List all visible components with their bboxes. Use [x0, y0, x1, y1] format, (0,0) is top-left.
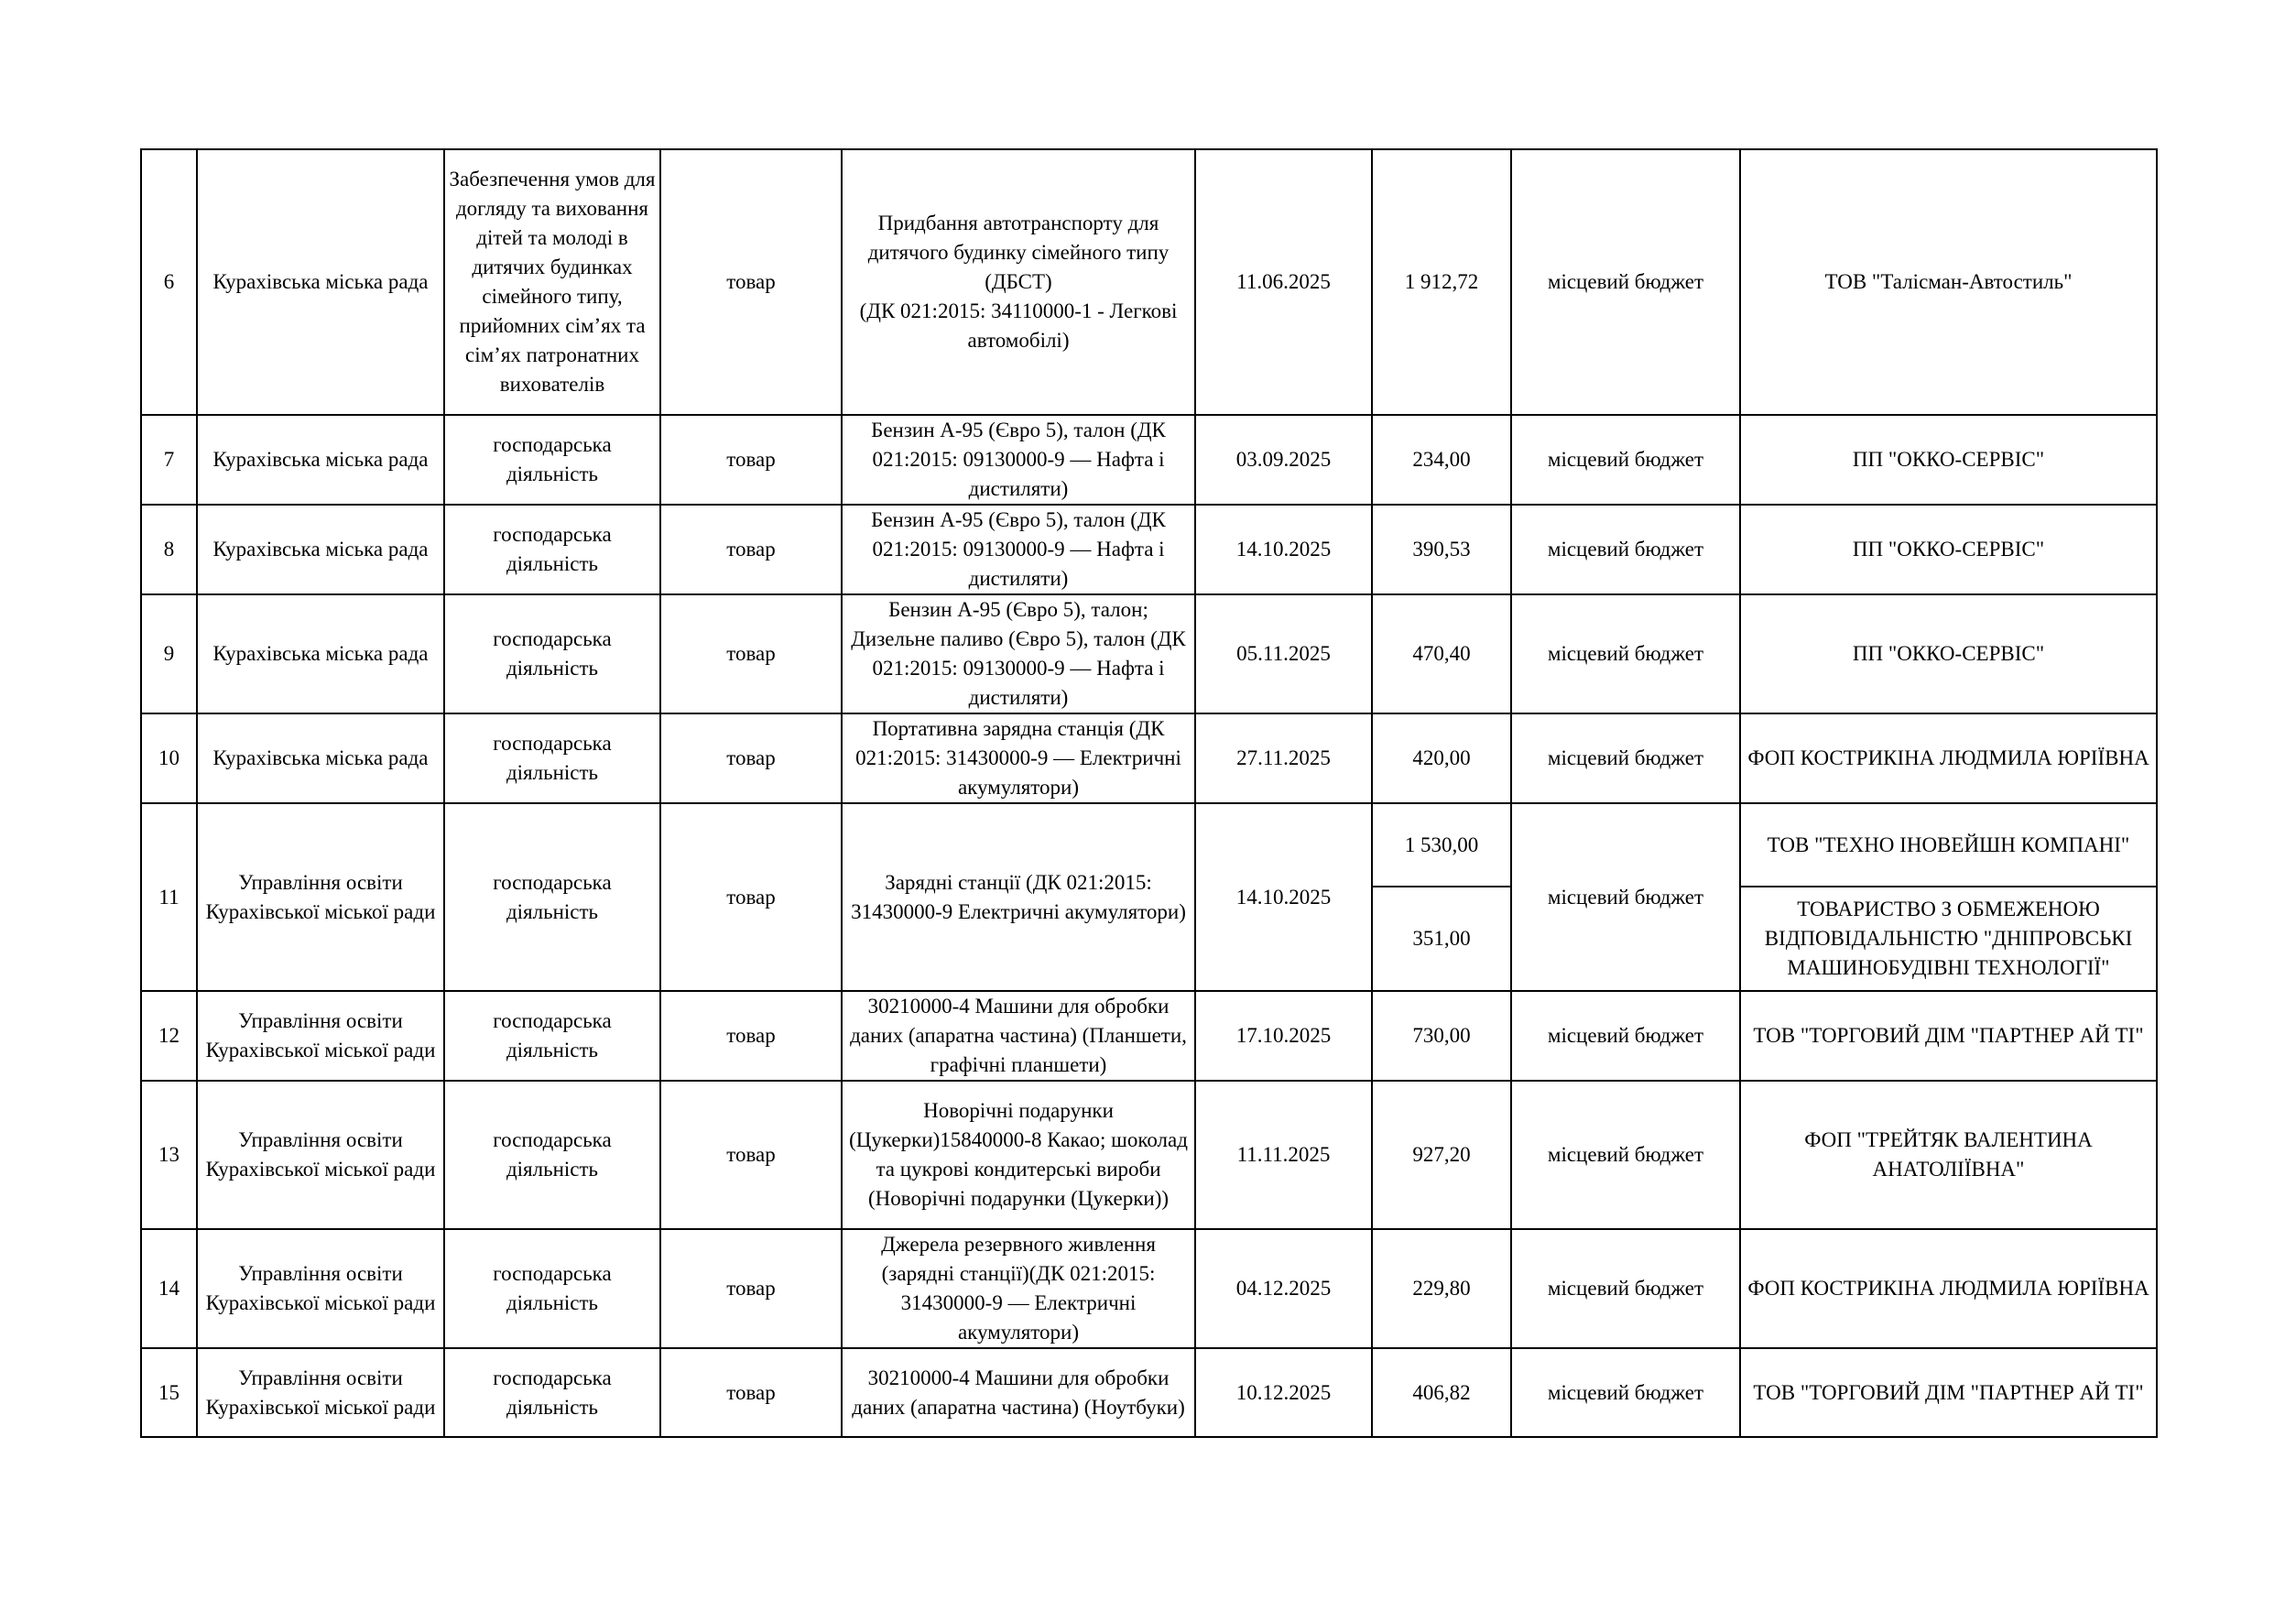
amount-cell: 420,00 [1372, 713, 1511, 803]
table-row [141, 991, 2157, 1081]
supplier-cell: ФОП КОСТРИКІНА ЛЮДМИЛА ЮРІЇВНА [1740, 713, 2157, 803]
funding-source-cell: місцевий бюджет [1511, 149, 1740, 415]
customer-cell: Курахівська міська рада [197, 594, 444, 713]
supplier-cell: ТОВ "Талісман-Автостиль" [1740, 149, 2157, 415]
row-number: 11 [141, 803, 197, 991]
date-cell: 11.06.2025 [1195, 149, 1372, 415]
amount-cell: 406,82 [1372, 1348, 1511, 1437]
program-cell: господарська діяльність [444, 1348, 660, 1437]
funding-source-cell: місцевий бюджет [1511, 1081, 1740, 1229]
program-cell: господарська діяльність [444, 1081, 660, 1229]
procurement-type-cell: товар [660, 594, 842, 713]
row-number: 7 [141, 415, 197, 505]
procurement-type-cell: товар [660, 505, 842, 594]
date-cell: 05.11.2025 [1195, 594, 1372, 713]
subject-cell [842, 149, 1195, 415]
table-row [141, 415, 2157, 505]
amount-cell-2: 351,00 [1372, 887, 1511, 991]
program-cell: господарська діяльність [444, 594, 660, 713]
row-number: 15 [141, 1348, 197, 1437]
funding-source-cell: місцевий бюджет [1511, 594, 1740, 713]
subject-line-2: (ДК 021:2015: 34110000-1 - Легкові автомобілі) [859, 299, 1178, 352]
table-row [141, 505, 2157, 594]
date-cell: 03.09.2025 [1195, 415, 1372, 505]
procurement-type-cell: товар [660, 803, 842, 991]
subject-cell: Зарядні станції (ДК 021:2015: 31430000-9 Електричні акумулятори) [842, 803, 1195, 991]
customer-cell: Управління освіти Курахівської міської ради [197, 803, 444, 991]
table-row [141, 1348, 2157, 1437]
program-cell: господарська діяльність [444, 1229, 660, 1348]
program-cell: господарська діяльність [444, 713, 660, 803]
row-number: 14 [141, 1229, 197, 1348]
amount-cell: 927,20 [1372, 1081, 1511, 1229]
row-number: 9 [141, 594, 197, 713]
procurement-type-cell: товар [660, 713, 842, 803]
amount-cell: 229,80 [1372, 1229, 1511, 1348]
amount-cell: 470,40 [1372, 594, 1511, 713]
funding-source-cell: місцевий бюджет [1511, 991, 1740, 1081]
customer-cell: Курахівська міська рада [197, 505, 444, 594]
date-cell: 14.10.2025 [1195, 803, 1372, 991]
supplier-cell: ТОВ "ТЕХНО ІНОВЕЙШН КОМПАНІ" [1740, 803, 2157, 887]
subject-cell: Бензин А-95 (Євро 5), талон (ДК 021:2015: 09130000-9 — Нафта і дистиляти) [842, 415, 1195, 505]
subject-cell: Портативна зарядна станція (ДК 021:2015: 31430000-9 — Електричні акумулятори) [842, 713, 1195, 803]
procurement-type-cell: товар [660, 1081, 842, 1229]
supplier-cell: ПП "ОККО-СЕРВІС" [1740, 415, 2157, 505]
funding-source-cell: місцевий бюджет [1511, 803, 1740, 991]
supplier-cell: ФОП "ТРЕЙТЯК ВАЛЕНТИНА АНАТОЛІЇВНА" [1740, 1081, 2157, 1229]
table-row [141, 1229, 2157, 1348]
date-cell: 14.10.2025 [1195, 505, 1372, 594]
date-cell: 11.11.2025 [1195, 1081, 1372, 1229]
row-number: 8 [141, 505, 197, 594]
procurement-type-cell: товар [660, 991, 842, 1081]
supplier-cell: ПП "ОККО-СЕРВІС" [1740, 505, 2157, 594]
supplier-cell: ФОП КОСТРИКІНА ЛЮДМИЛА ЮРІЇВНА [1740, 1229, 2157, 1348]
customer-cell: Управління освіти Курахівської міської ради [197, 1229, 444, 1348]
subject-line-1: Придбання автотранспорту для дитячого будинку сімейного типу (ДБСТ) [867, 212, 1170, 293]
date-cell: 10.12.2025 [1195, 1348, 1372, 1437]
table-row [141, 149, 2157, 415]
customer-cell: Управління освіти Курахівської міської ради [197, 1348, 444, 1437]
customer-cell: Управління освіти Курахівської міської ради [197, 991, 444, 1081]
subject-cell: Бензин А-95 (Євро 5), талон (ДК 021:2015: 09130000-9 — Нафта і дистиляти) [842, 505, 1195, 594]
subject-cell: 30210000-4 Машини для обробки даних (апаратна частина) (Ноутбуки) [842, 1348, 1195, 1437]
amount-cell: 234,00 [1372, 415, 1511, 505]
subject-cell: Новорічні подарунки (Цукерки)15840000-8 Какао; шоколад та цукрові кондитерські вироби (Новорічні подарунки (Цукерки)) [842, 1081, 1195, 1229]
funding-source-cell: місцевий бюджет [1511, 1348, 1740, 1437]
funding-source-cell: місцевий бюджет [1511, 1229, 1740, 1348]
row-number: 13 [141, 1081, 197, 1229]
customer-cell: Курахівська міська рада [197, 713, 444, 803]
date-cell: 04.12.2025 [1195, 1229, 1372, 1348]
customer-cell: Курахівська міська рада [197, 149, 444, 415]
date-cell: 27.11.2025 [1195, 713, 1372, 803]
customer-cell: Курахівська міська рада [197, 415, 444, 505]
funding-source-cell: місцевий бюджет [1511, 415, 1740, 505]
procurement-type-cell: товар [660, 149, 842, 415]
program-cell: господарська діяльність [444, 803, 660, 991]
subject-cell: 30210000-4 Машини для обробки даних (апаратна частина) (Планшети, графічні планшети) [842, 991, 1195, 1081]
program-cell: господарська діяльність [444, 991, 660, 1081]
subject-cell: Джерела резервного живлення (зарядні станції)(ДК 021:2015: 31430000-9 — Електричні акумулятори) [842, 1229, 1195, 1348]
table-row [141, 594, 2157, 713]
supplier-cell: ТОВ "ТОРГОВИЙ ДІМ "ПАРТНЕР АЙ ТІ" [1740, 1348, 2157, 1437]
row-number: 12 [141, 991, 197, 1081]
row-number: 10 [141, 713, 197, 803]
program-cell: господарська діяльність [444, 415, 660, 505]
amount-cell: 1 530,00 [1372, 803, 1511, 887]
procurement-type-cell: товар [660, 1348, 842, 1437]
date-cell: 17.10.2025 [1195, 991, 1372, 1081]
funding-source-cell: місцевий бюджет [1511, 505, 1740, 594]
supplier-cell: ТОВ "ТОРГОВИЙ ДІМ "ПАРТНЕР АЙ ТІ" [1740, 991, 2157, 1081]
amount-cell: 390,53 [1372, 505, 1511, 594]
table-row [141, 1081, 2157, 1229]
procurement-type-cell: товар [660, 415, 842, 505]
amount-cell: 1 912,72 [1372, 149, 1511, 415]
funding-source-cell: місцевий бюджет [1511, 713, 1740, 803]
procurement-type-cell: товар [660, 1229, 842, 1348]
customer-cell: Управління освіти Курахівської міської ради [197, 1081, 444, 1229]
supplier-cell-2: ТОВАРИСТВО З ОБМЕЖЕНОЮ ВІДПОВІДАЛЬНІСТЮ "ДНІПРОВСЬКІ МАШИНОБУДІВНІ ТЕХНОЛОГІЇ" [1740, 887, 2157, 991]
row-number: 6 [141, 149, 197, 415]
table-row [141, 713, 2157, 803]
program-cell: господарська діяльність [444, 505, 660, 594]
supplier-cell: ПП "ОККО-СЕРВІС" [1740, 594, 2157, 713]
amount-cell: 730,00 [1372, 991, 1511, 1081]
subject-cell: Бензин А-95 (Євро 5), талон; Дизельне паливо (Євро 5), талон (ДК 021:2015: 09130000-9 — Нафта і дистиляти) [842, 594, 1195, 713]
procurement-table [140, 148, 2158, 1438]
table-row [141, 803, 2157, 887]
program-cell: Забезпечення умов для догляду та виховання дітей та молоді в дитячих будинках сімейного типу, прийомних сім’ях та сім’ях патронатних вихователів [444, 149, 660, 415]
